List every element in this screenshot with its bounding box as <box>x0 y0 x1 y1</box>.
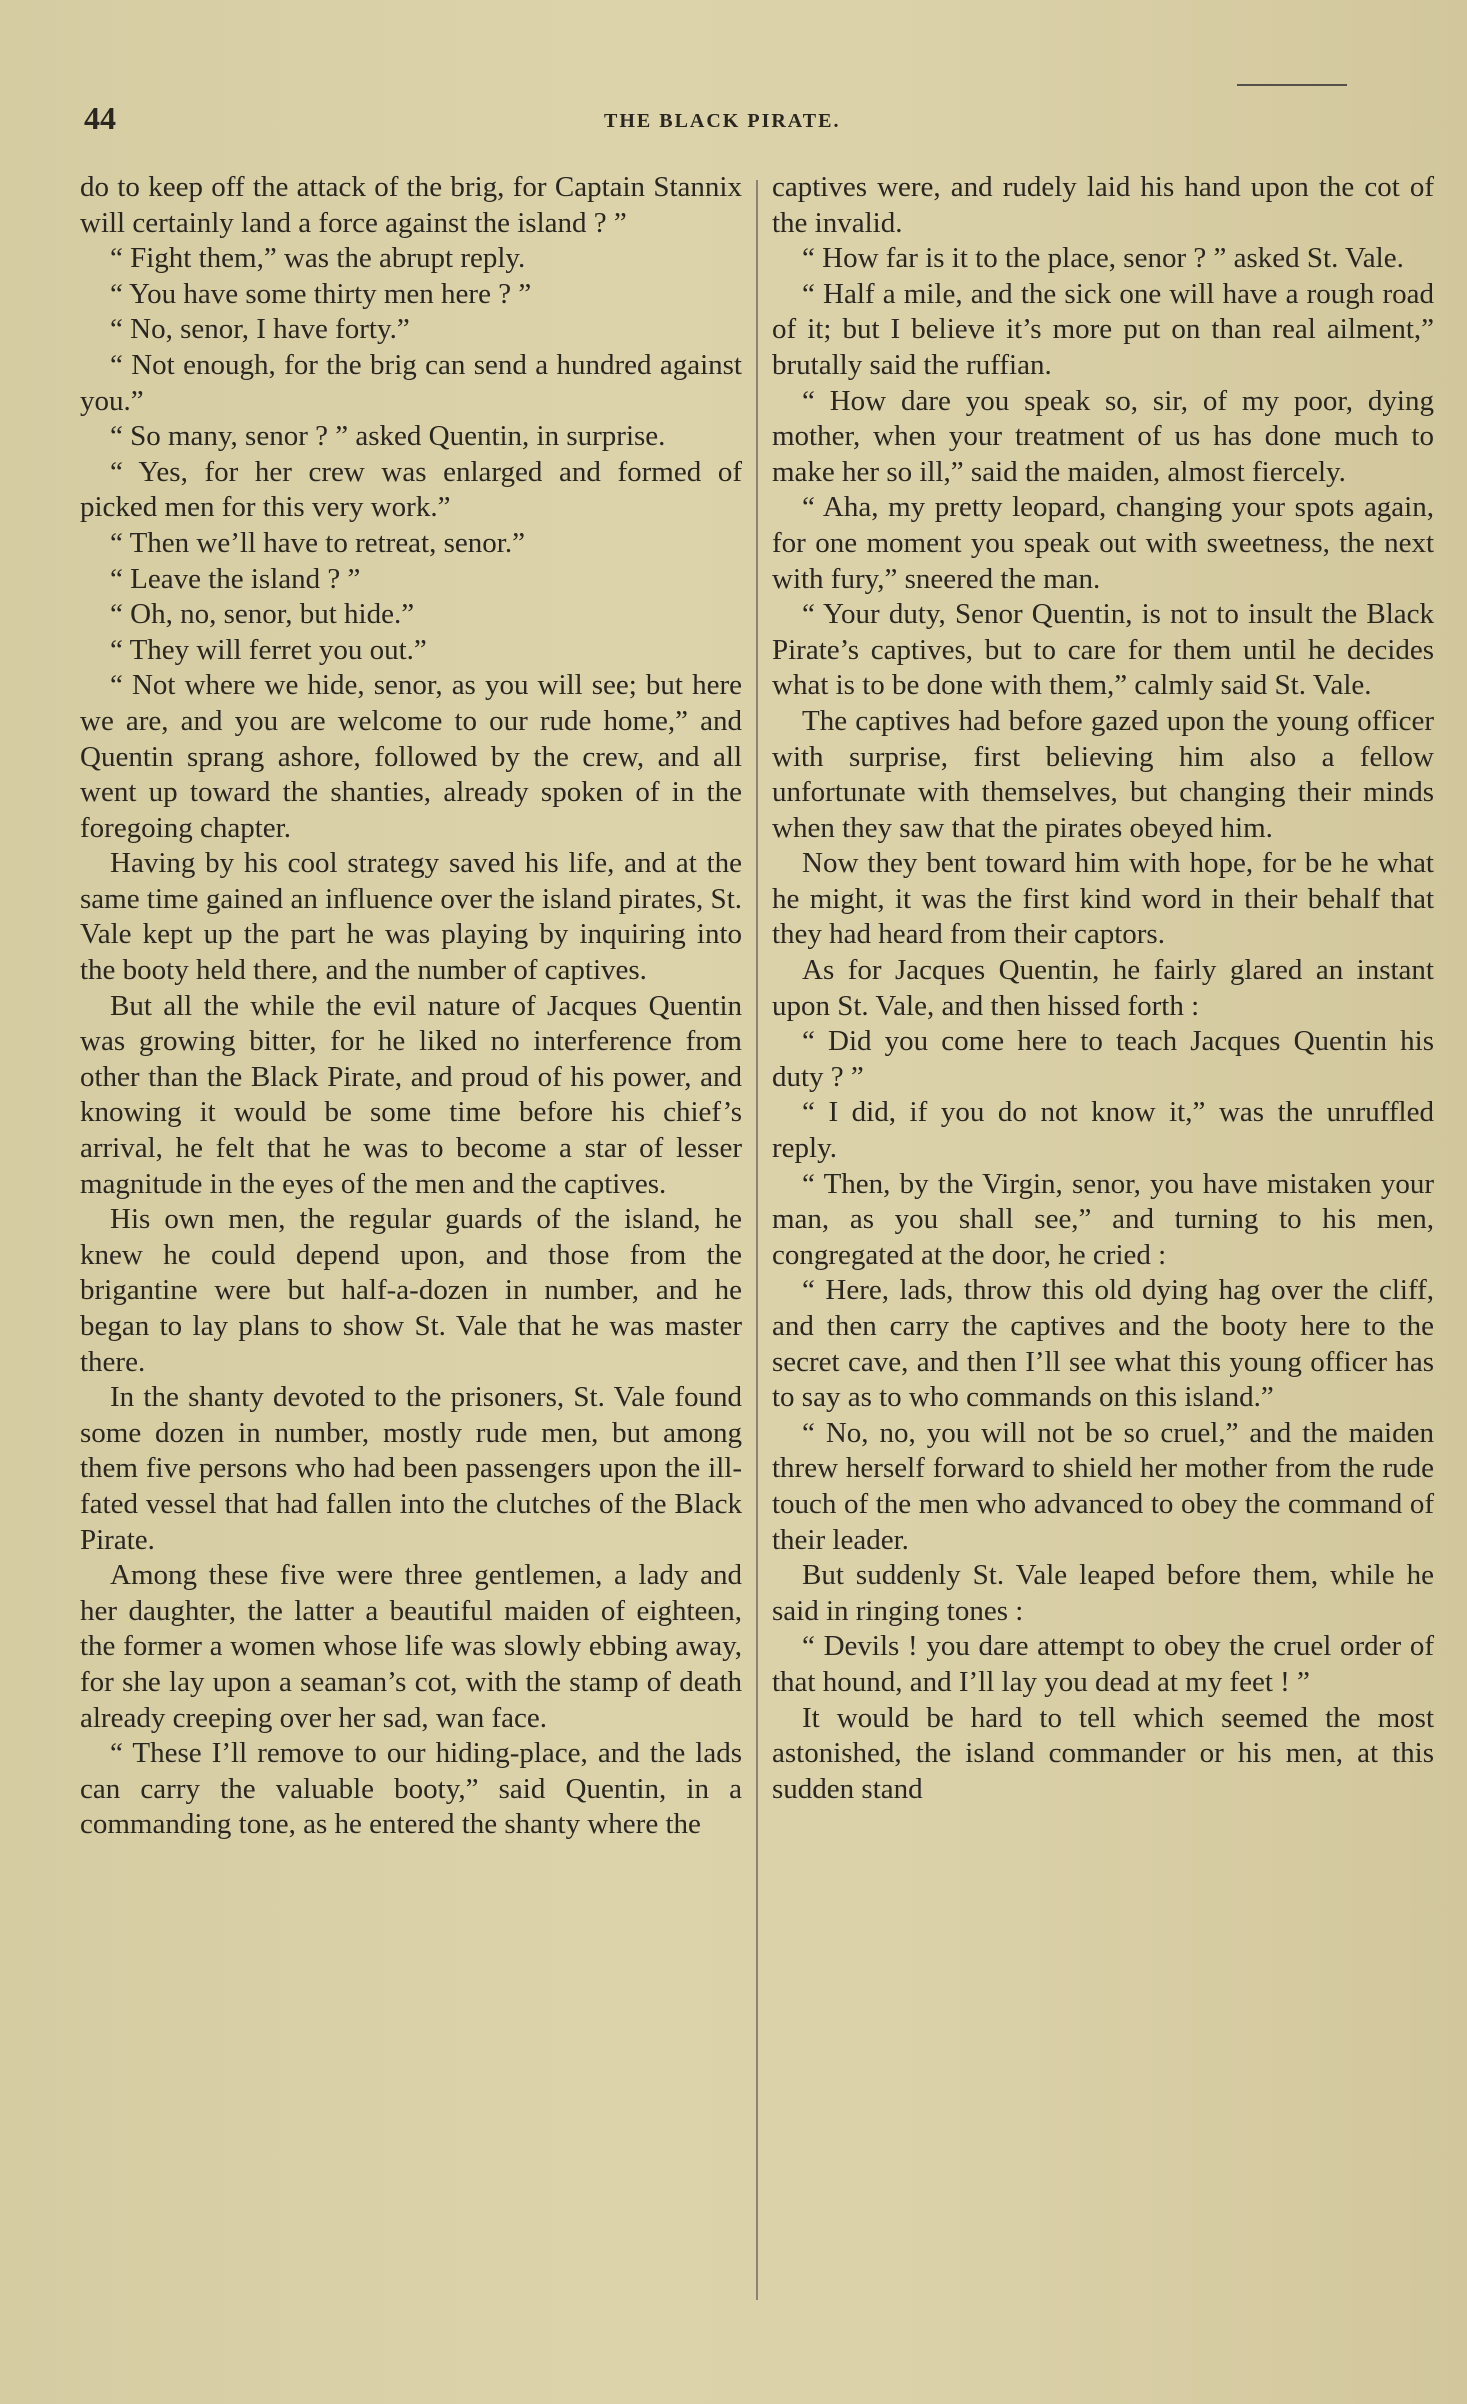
running-head <box>84 100 1424 140</box>
paragraph: “ Half a mile, and the sick one will have a rough road of it; but I believe it’s more put on than real ailment,” brutally said the ruffian. <box>772 277 1434 381</box>
running-title: THE BLACK PIRATE. <box>604 110 841 132</box>
paragraph: “ These I’ll remove to our hiding-place, and the lads can carry the valuable booty,” said Quentin, in a commanding tone, as he entered the shanty where the <box>80 1737 742 1841</box>
paragraph: Having by his cool strategy saved his life, and at the same time gained an influence over the island pirates, St. Vale kept up the part he was playing by inquiring into the booty held there, and the number of captives. <box>80 847 742 987</box>
paragraph: “ Aha, my pretty leopard, changing your spots again, for one moment you speak out with sweetness, the next with fury,” sneered the man. <box>772 491 1434 595</box>
paragraph: “ Leave the island ? ” <box>110 562 361 595</box>
right-column <box>772 170 1434 1807</box>
paragraph: “ No, no, you will not be so cruel,” and the maiden threw herself forward to shield her mother from the rude touch of the men who advanced to obey the command of their leader. <box>772 1416 1434 1556</box>
paragraph: His own men, the regular guards of the island, he knew he could depend upon, and those from the brigantine were but half-a-dozen in number, and he began to lay plans to show St. Vale that he was master there. <box>80 1203 742 1378</box>
paragraph: captives were, and rudely laid his hand upon the cot of the invalid. <box>772 171 1434 239</box>
page-number: 44 <box>84 100 116 136</box>
paragraph: “ Devils ! you dare attempt to obey the cruel order of that hound, and I’ll lay you dead at my feet ! ” <box>772 1630 1434 1698</box>
paragraph: “ They will ferret you out.” <box>110 633 427 666</box>
left-column <box>80 170 742 1843</box>
paragraph: But all the while the evil nature of Jacques Quentin was growing bitter, for he liked no interference from other than the Black Pirate, and proud of his power, and knowing it would be some time before his chief’s arrival, he felt that he was to become a star of lesser magnitude in the eyes of the men and the captives. <box>80 989 742 1200</box>
paragraph: “ Then we’ll have to retreat, senor.” <box>110 526 525 559</box>
paragraph: do to keep off the attack of the brig, for Captain Stannix will certainly land a force against the island ? ” <box>80 171 742 239</box>
paragraph: “ Not where we hide, senor, as you will see; but here we are, and you are welcome to our rude home,” and Quentin sprang ashore, followed by the crew, and all went up toward the shanties, already spoken of in the foregoing chapter. <box>80 669 742 844</box>
top-rule <box>1237 84 1347 86</box>
paragraph: It would be hard to tell which seemed the most astonished, the island commander or his men, at this sudden stand <box>772 1701 1434 1805</box>
paragraph: “ Here, lads, throw this old dying hag over the cliff, and then carry the captives and the booty here to the secret cave, and then I’ll see what this young officer has to say as to who commands on this island.” <box>772 1274 1434 1414</box>
paragraph: But suddenly St. Vale leaped before them, while he said in ringing tones : <box>772 1559 1434 1627</box>
paragraph: Now they bent toward him with hope, for be he what he might, it was the first kind word in their behalf that they had heard from their captors. <box>772 847 1434 951</box>
paragraph: “ I did, if you do not know it,” was the unruffled reply. <box>772 1096 1434 1165</box>
paragraph: “ Then, by the Virgin, senor, you have mistaken your man, as you shall see,” and turning to his men, congregated at the door, he cried : <box>772 1167 1434 1271</box>
paragraph: “ No, senor, I have forty.” <box>110 313 410 346</box>
paragraph: “ Your duty, Senor Quentin, is not to insult the Black Pirate’s captives, but to care for them until he decides what is to be done with them,” calmly said St. Vale. <box>772 598 1434 702</box>
paragraph: “ You have some thirty men here ? ” <box>110 277 532 310</box>
paragraph: “ How dare you speak so, sir, of my poor, dying mother, when your treatment of us has done much to make her so ill,” said the maiden, almost fiercely. <box>772 384 1434 488</box>
paragraph: In the shanty devoted to the prisoners, St. Vale found some dozen in number, mostly rude men, but among them five persons who had been passengers upon the ill-fated vessel that had fallen into the clutches of the Black Pirate. <box>80 1381 742 1556</box>
paragraph: “ So many, senor ? ” asked Quentin, in surprise. <box>110 420 666 453</box>
paragraph: “ Yes, for her crew was enlarged and formed of picked men for this very work.” <box>80 455 742 524</box>
paragraph: “ How far is it to the place, senor ? ” asked St. Vale. <box>802 242 1404 275</box>
paragraph: The captives had before gazed upon the young officer with surprise, first believing him also a fellow unfortunate with themselves, but changing their minds when they saw that the pirates obeyed him. <box>772 704 1434 844</box>
paragraph: “ Not enough, for the brig can send a hundred against you.” <box>80 348 742 417</box>
column-divider <box>756 180 758 2300</box>
paragraph: As for Jacques Quentin, he fairly glared an instant upon St. Vale, and then hissed forth : <box>772 954 1434 1022</box>
paragraph: Among these five were three gentlemen, a lady and her daughter, the latter a beautiful maiden of eighteen, the former a women whose life was slowly ebbing away, for she lay upon a seaman’s cot, with the stamp of death already creeping over her sad, wan face. <box>80 1559 742 1734</box>
paragraph: “ Did you come here to teach Jacques Quentin his duty ? ” <box>772 1025 1434 1093</box>
paragraph: “ Oh, no, senor, but hide.” <box>110 598 415 631</box>
paragraph: “ Fight them,” was the abrupt reply. <box>110 242 526 275</box>
